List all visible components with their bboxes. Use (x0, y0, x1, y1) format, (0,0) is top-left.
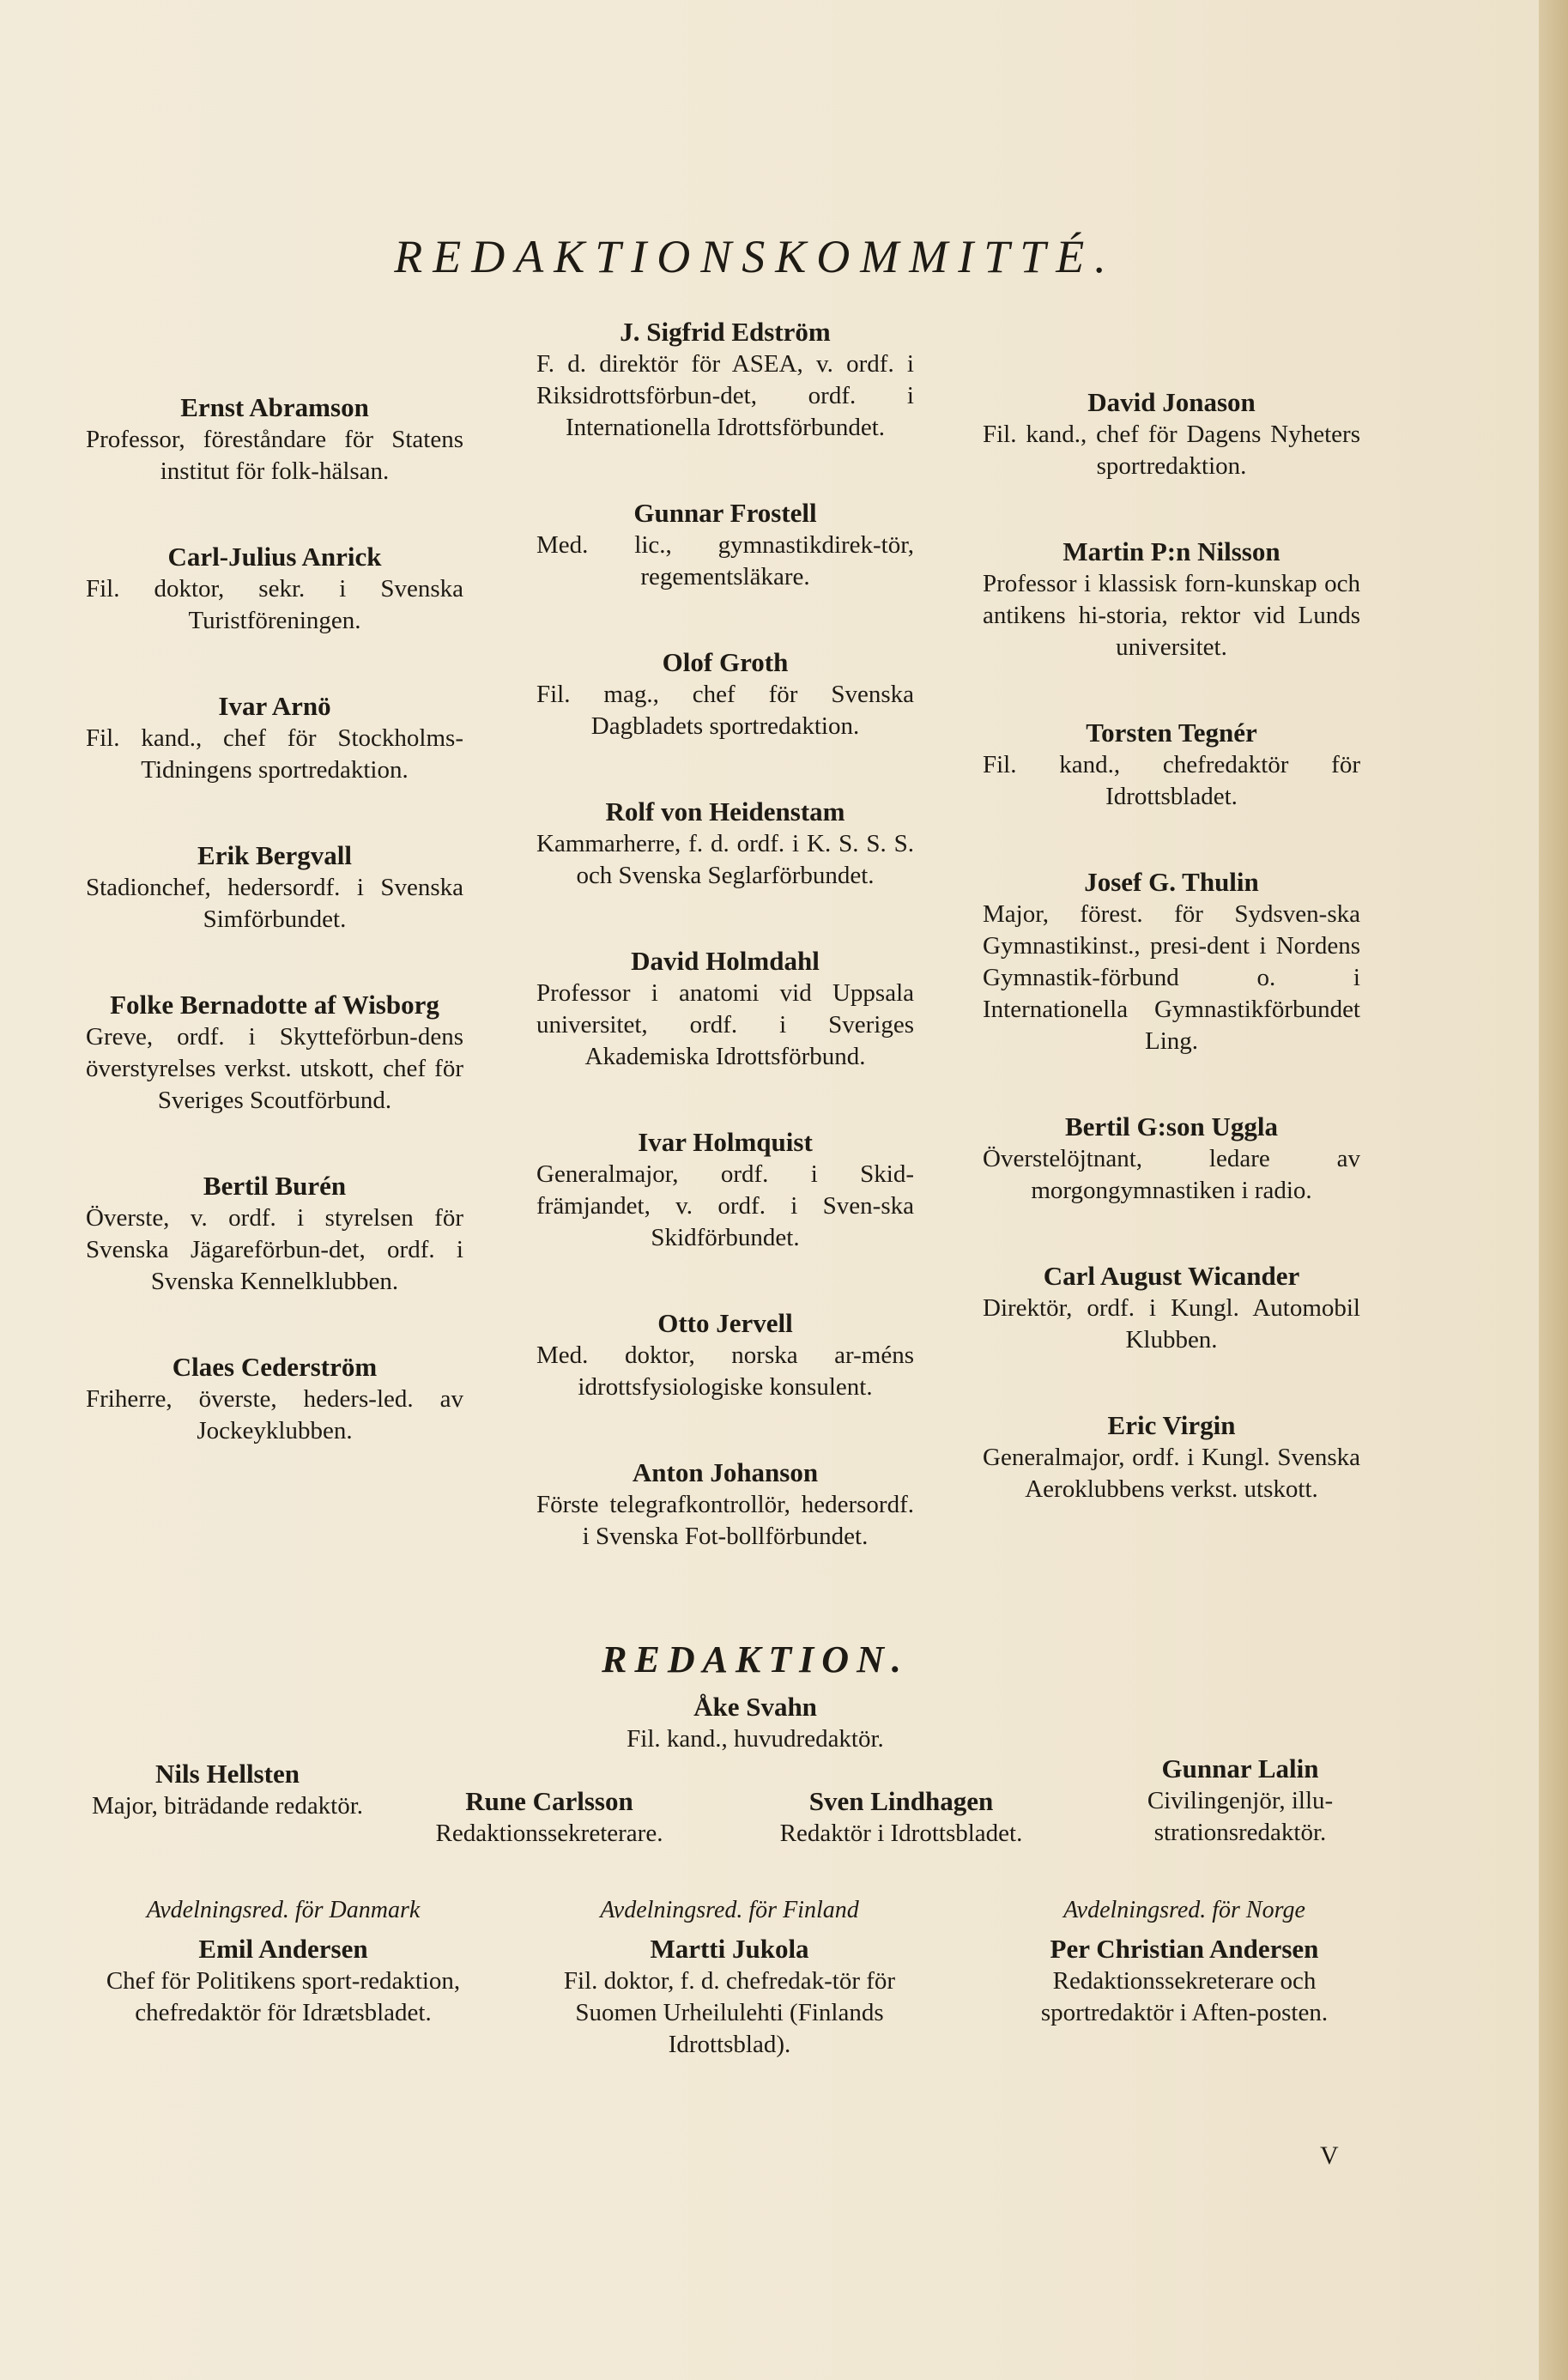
member-description: Fil. mag., chef för Svenska Dagbladets sportredaktion. (536, 681, 914, 740)
member-name: Claes Cederström (172, 1352, 378, 1382)
editor-name: Sven Lindhagen (808, 1786, 994, 1816)
member-description: Direktör, ordf. i Kungl. Automobil Klubben. (983, 1294, 1360, 1354)
member-name: David Jonason (1087, 387, 1256, 417)
member-description: Kammarherre, f. d. ordf. i K. S. S. S. och Svenska Seglarförbundet. (536, 830, 914, 889)
member-entry (983, 1260, 1360, 1356)
department-editor-name: Per Christian Andersen (1050, 1934, 1319, 1964)
member-name: Carl August Wicander (1043, 1261, 1300, 1291)
department-label: Avdelningsred. för Norge (1063, 1897, 1305, 1923)
member-entry (536, 646, 914, 742)
chief-editor (532, 1691, 978, 1755)
member-entry (86, 391, 463, 488)
editor-title: Major, biträdande redaktör. (91, 1792, 364, 1820)
member-name: Eric Virgin (1107, 1410, 1236, 1440)
member-entry (536, 1456, 914, 1553)
member-entry (86, 839, 463, 936)
editor-name: Gunnar Lalin (1161, 1753, 1319, 1783)
member-description: Med. lic., gymnastikdirek-tör, regementsläkare. (536, 531, 914, 590)
committee-column-3 (983, 386, 1360, 1559)
department-editor-name: Emil Andersen (198, 1934, 368, 1964)
member-name: Otto Jervell (657, 1308, 793, 1338)
member-description: Överstelöjtnant, ledare av morgongymnastiken i radio. (983, 1145, 1360, 1204)
member-name: Bertil G:son Uggla (1065, 1111, 1278, 1142)
redaktion-title: REDAKTION. (602, 1638, 909, 1681)
department-label: Avdelningsred. för Finland (600, 1897, 859, 1923)
member-entry (536, 945, 914, 1073)
committee-column-2 (536, 316, 914, 1606)
member-name: Folke Bernadotte af Wisborg (110, 990, 439, 1020)
committee-column-1 (86, 391, 463, 1500)
member-name: Olof Groth (662, 647, 789, 677)
member-description: Fil. kand., chefredaktör för Idrottsbladet. (983, 751, 1360, 810)
member-description: Professor i anatomi vid Uppsala universitet, ordf. i Sveriges Akademiska Idrottsförbund. (536, 979, 914, 1070)
member-description: Fil. kand., chef för Dagens Nyheters sportredaktion. (983, 421, 1360, 480)
member-entry (536, 1126, 914, 1254)
member-description: Professor i klassisk forn-kunskap och antikens hi-storia, rektor vid Lunds universitet. (983, 570, 1360, 661)
editor-carlsson (378, 1785, 721, 1850)
member-name: J. Sigfrid Edström (620, 317, 831, 347)
member-description: Fil. kand., chef för Stockholms-Tidningens sportredaktion. (86, 724, 463, 784)
member-entry (983, 1111, 1360, 1207)
department-editor-desc: Fil. doktor, f. d. chefredak-tör för Suomen Urheilulehti (Finlands Idrottsblad). (563, 1967, 896, 2058)
member-description: Major, förest. för Sydsven-ska Gymnastikinst., presi-dent i Nordens Gymnastik-förbund o. i Internationella Gymnastikförbundet Ling. (983, 900, 1360, 1055)
member-description: Generalmajor, ordf. i Skid-främjandet, v. ordf. i Sven-ska Skidförbundet. (536, 1160, 914, 1251)
committee-title: REDAKTIONSKOMMITTÉ. (394, 231, 1117, 282)
department-label: Avdelningsred. för Danmark (146, 1897, 421, 1923)
member-name: Martin P:n Nilsson (1062, 536, 1280, 566)
member-description: F. d. direktör för ASEA, v. ordf. i Riksidrottsförbun-det, ordf. i Internationella Idrottsförbundet. (536, 350, 914, 441)
member-entry (983, 866, 1360, 1057)
member-description: Förste telegrafkontrollör, hedersordf. i Svenska Fot-bollförbundet. (536, 1491, 914, 1550)
department-norway (987, 1895, 1382, 2029)
member-entry (86, 989, 463, 1117)
member-name: Carl-Julius Anrick (167, 542, 382, 572)
editor-title: Redaktionssekreterare. (435, 1820, 663, 1847)
member-entry (536, 796, 914, 892)
member-name: David Holmdahl (631, 946, 820, 976)
member-entry (86, 541, 463, 637)
member-name: Ernst Abramson (180, 392, 369, 422)
editor-hellsten (86, 1758, 369, 1822)
member-description: Friherre, överste, heders-led. av Jockeyklubben. (86, 1385, 463, 1444)
member-name: Ivar Holmquist (638, 1127, 813, 1157)
member-name: Josef G. Thulin (1084, 867, 1259, 897)
editor-title: Redaktör i Idrottsbladet. (779, 1820, 1023, 1847)
member-name: Bertil Burén (203, 1171, 347, 1201)
member-description: Greve, ordf. i Skytteförbun-dens överstyrelses verkst. utskott, chef för Sveriges Scoutförbund. (86, 1023, 463, 1114)
page-number: V (1320, 2141, 1339, 2170)
chief-editor-title: Fil. kand., huvudredaktör. (627, 1725, 884, 1753)
member-name: Anton Johanson (632, 1457, 819, 1487)
member-entry (536, 316, 914, 444)
editor-lindhagen (730, 1785, 1073, 1850)
member-description: Överste, v. ordf. i styrelsen för Svenska Jägareförbun-det, ordf. i Svenska Kennelklubben. (86, 1204, 463, 1295)
member-entry (983, 536, 1360, 663)
member-entry (536, 1307, 914, 1403)
member-entry (86, 1170, 463, 1298)
department-editor-desc: Redaktionssekreterare och sportredaktör i Aften-posten. (1040, 1967, 1329, 2026)
member-entry (86, 1351, 463, 1447)
member-description: Med. doktor, norska ar-méns idrottsfysiologiske konsulent. (536, 1341, 914, 1401)
editor-name: Rune Carlsson (465, 1786, 633, 1816)
member-description: Generalmajor, ordf. i Kungl. Svenska Aeroklubbens verkst. utskott. (983, 1444, 1360, 1503)
member-name: Erik Bergvall (197, 840, 352, 870)
department-editor-desc: Chef för Politikens sport-redaktion, chefredaktör för Idrætsbladet. (106, 1967, 461, 2026)
page-edge (1539, 0, 1568, 2380)
member-description: Professor, föreståndare för Statens institut för folk-hälsan. (86, 426, 463, 485)
member-entry (983, 1409, 1360, 1505)
chief-editor-name: Åke Svahn (693, 1692, 817, 1722)
member-name: Torsten Tegnér (1086, 718, 1257, 748)
editor-title: Civilingenjör, illu-strationsredaktör. (1147, 1787, 1334, 1846)
member-name: Gunnar Frostell (633, 498, 817, 528)
member-entry (983, 717, 1360, 813)
department-finland (532, 1895, 927, 2061)
department-editor-name: Martti Jukola (650, 1934, 809, 1964)
member-entry (983, 386, 1360, 482)
editor-lalin (1099, 1753, 1382, 1849)
editor-name: Nils Hellsten (155, 1759, 300, 1789)
member-entry (536, 497, 914, 593)
department-denmark (86, 1895, 481, 2029)
member-description: Stadionchef, hedersordf. i Svenska Simförbundet. (86, 874, 463, 933)
member-description: Fil. doktor, sekr. i Svenska Turistföreningen. (86, 575, 463, 634)
member-name: Rolf von Heidenstam (605, 796, 845, 827)
member-entry (86, 690, 463, 786)
member-name: Ivar Arnö (218, 691, 331, 721)
